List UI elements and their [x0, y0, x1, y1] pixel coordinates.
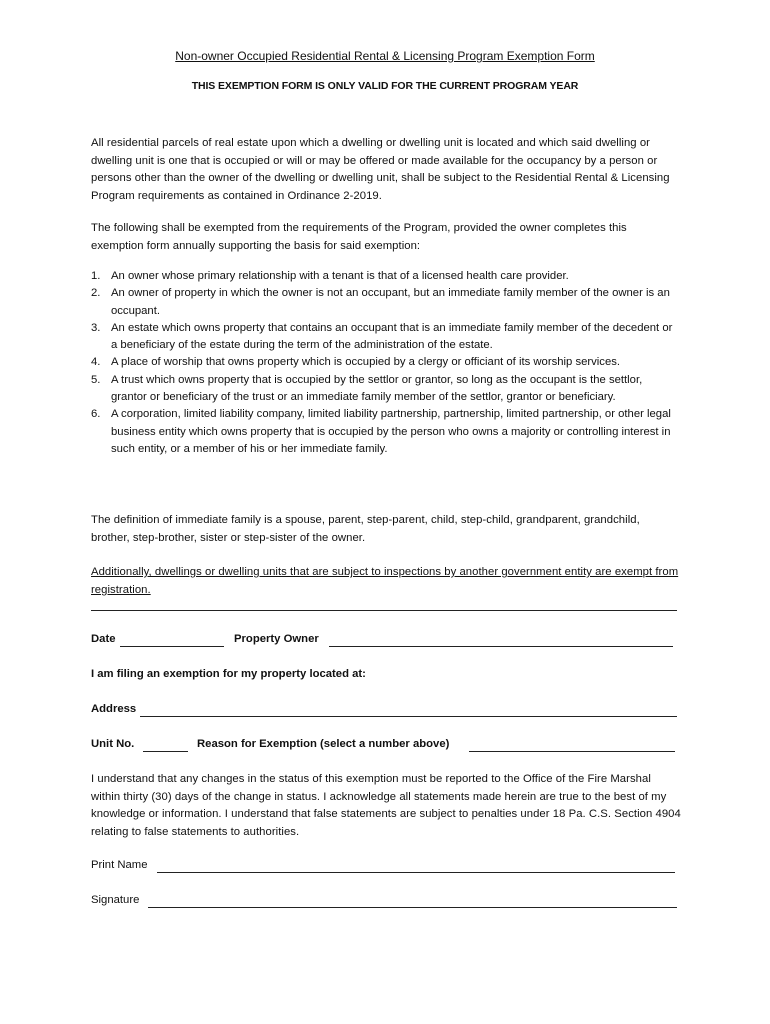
unit-number-label: Unit No. — [91, 738, 135, 750]
list-item — [91, 320, 681, 355]
list-item-text: An owner of property in which the owner is not an occupant, but an immediate family member of the owner is an occupant. — [111, 287, 670, 317]
address-row — [91, 703, 681, 721]
date-owner-row — [91, 633, 681, 651]
list-item-number: 3. — [91, 321, 101, 334]
list-item-number: 2. — [91, 287, 101, 300]
print-name-label: Print Name — [91, 859, 148, 871]
list-item — [91, 268, 681, 285]
print-name-row — [91, 859, 681, 877]
list-item-text: A trust which owns property that is occupied by the settlor or grantor, so long as the occupant is the settlor, grantor or beneficiary of the trust or an immediate family member of the settlor, grantor or beneficiary. — [111, 373, 643, 404]
list-item-text: A corporation, limited liability company, limited liability partnership, partnership, limited partnership, or other legal business entity which owns property that is occupied by the person who owns a majority or controlling interest in such entity, or a member of his or her immediate family. — [111, 408, 671, 455]
acknowledgement-paragraph: I understand that any changes in the status of this exemption must be reported to the Office of the Fire Marshal within thirty (30) days of the change in status. I acknowledge all statements made herein are true to the best of my knowledge or information. I understand that false statements are subject to penalties under 18 Pa. C.S. Section 4904 relating to false statements to authorities. — [91, 773, 681, 839]
list-item-number: 6. — [91, 408, 101, 421]
list-item-number: 4. — [91, 356, 101, 369]
exemption-intro-paragraph: The following shall be exempted from the requirements of the Program, provided the owner completes this exemption form annually supporting the basis for said exemption: — [91, 222, 627, 252]
exemption-reason-field[interactable] — [469, 751, 675, 752]
address-label: Address — [91, 703, 137, 715]
print-name-field[interactable] — [157, 872, 675, 873]
form-validity-notice: THIS EXEMPTION FORM IS ONLY VALID FOR THE CURRENT PROGRAM YEAR — [191, 80, 579, 92]
list-item — [91, 406, 681, 458]
property-owner-field[interactable] — [329, 646, 673, 647]
list-item-text: An estate which owns property that contains an occupant that is an immediate family member of the decedent or a beneficiary of the estate during the term of the administration of the estate. — [111, 321, 673, 352]
date-label: Date — [91, 633, 116, 645]
signature-row — [91, 894, 681, 912]
property-owner-label: Property Owner — [234, 633, 319, 645]
government-inspection-note: Additionally, dwellings or dwelling units that are subject to inspections by another government entity are exempt from registration. — [91, 566, 679, 596]
exemption-reason-label: Reason for Exemption (select a number above) — [197, 738, 450, 750]
exemption-list — [91, 268, 681, 458]
signature-field[interactable] — [148, 907, 677, 908]
unit-reason-row — [91, 738, 681, 756]
section-divider — [91, 610, 677, 611]
immediate-family-definition: The definition of immediate family is a spouse, parent, step-parent, child, step-child, grandparent, grandchild, brother, step-brother, sister or step-sister of the owner. — [91, 514, 640, 544]
list-item-number: 5. — [91, 373, 101, 386]
list-item — [91, 372, 681, 407]
list-item — [91, 285, 681, 320]
signature-label: Signature — [91, 894, 140, 906]
address-field[interactable] — [140, 716, 677, 717]
unit-number-field[interactable] — [143, 751, 188, 752]
form-title: Non-owner Occupied Residential Rental & Licensing Program Exemption Form — [175, 49, 595, 63]
filing-statement: I am filing an exemption for my property located at: — [91, 668, 366, 680]
date-field[interactable] — [120, 646, 224, 647]
list-item-text: An owner whose primary relationship with a tenant is that of a licensed health care provider. — [111, 270, 569, 282]
list-item — [91, 354, 681, 371]
list-item-text: A place of worship that owns property which is occupied by a clergy or officiant of its worship services. — [111, 356, 621, 369]
list-item-number: 1. — [91, 270, 101, 282]
intro-paragraph: All residential parcels of real estate upon which a dwelling or dwelling unit is located and which said dwelling or dwelling unit is one that is occupied or will or may be offered or made available for the occupancy by a person or persons other than the owner of the dwelling or dwelling unit, shall be subject to the Residential Rental & Licensing Program requirements as contained in Ordinance 2-2019. — [91, 137, 670, 203]
